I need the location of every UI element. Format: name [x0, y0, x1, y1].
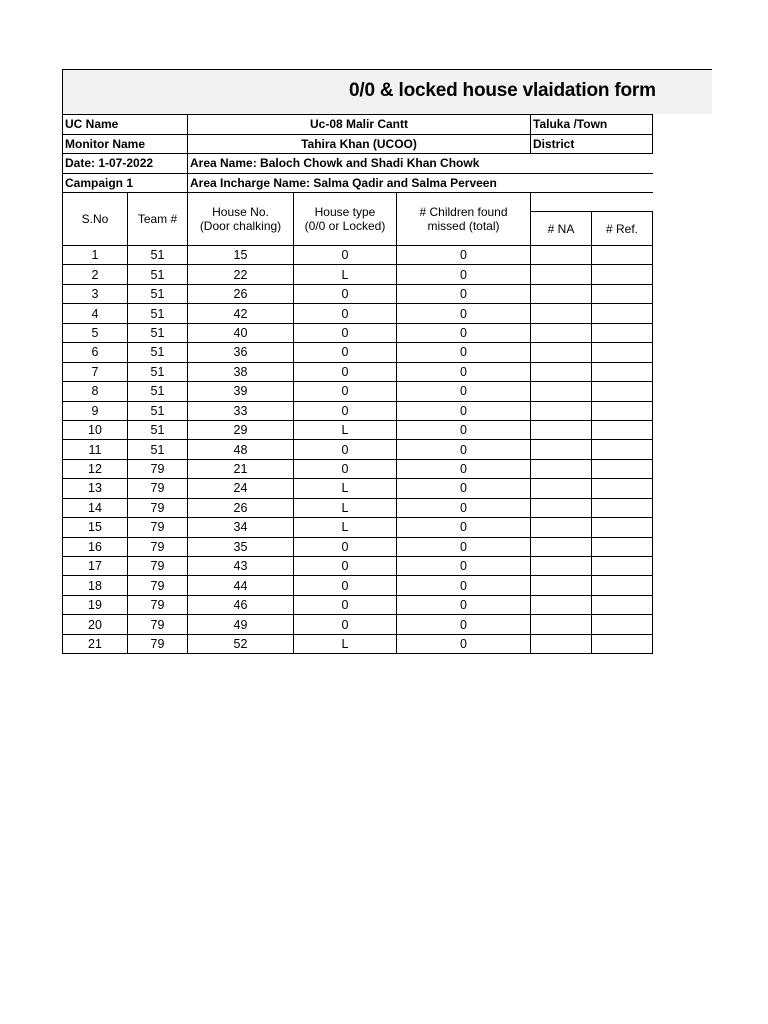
header-house-type — [294, 193, 397, 246]
cell-team[interactable]: 79 — [128, 576, 188, 595]
cell-na[interactable] — [531, 401, 592, 420]
cell-house-type[interactable]: 0 — [294, 284, 397, 303]
uc-value[interactable]: Uc-08 Malir Cantt — [188, 115, 531, 135]
table-row — [63, 382, 653, 401]
cell-house-no[interactable]: 26 — [188, 498, 294, 517]
area-incharge[interactable]: Area Incharge Name: Salma Qadir and Salma Perveen — [188, 173, 653, 193]
table-row — [63, 343, 653, 362]
cell-children[interactable]: 0 — [397, 323, 531, 342]
cell-house-type[interactable]: L — [294, 518, 397, 537]
cell-children[interactable]: 0 — [397, 634, 531, 653]
cell-house-no[interactable]: 40 — [188, 323, 294, 342]
cell-ref[interactable] — [592, 576, 653, 595]
table-row — [63, 304, 653, 323]
table-row — [63, 557, 653, 576]
cell-na[interactable] — [531, 284, 592, 303]
cell-children[interactable]: 0 — [397, 518, 531, 537]
header-children — [397, 193, 531, 246]
cell-team[interactable]: 51 — [128, 323, 188, 342]
cell-sno[interactable]: 16 — [63, 537, 128, 556]
table-row — [63, 362, 653, 381]
cell-sno[interactable]: 10 — [63, 420, 128, 439]
cell-sno[interactable]: 2 — [63, 265, 128, 284]
header-na: # NA — [531, 212, 592, 246]
cell-team[interactable]: 79 — [128, 595, 188, 614]
table-row — [63, 420, 653, 439]
cell-sno[interactable]: 17 — [63, 557, 128, 576]
cell-house-no[interactable]: 46 — [188, 595, 294, 614]
cell-team[interactable]: 79 — [128, 537, 188, 556]
monitor-value[interactable]: Tahira Khan (UCOO) — [188, 134, 531, 154]
cell-house-type[interactable]: 0 — [294, 323, 397, 342]
table-row — [63, 537, 653, 556]
form-info-table — [62, 114, 653, 193]
cell-ref[interactable] — [592, 362, 653, 381]
cell-children[interactable]: 0 — [397, 595, 531, 614]
cell-ref[interactable] — [592, 440, 653, 459]
cell-sno[interactable]: 19 — [63, 595, 128, 614]
cell-house-no[interactable]: 34 — [188, 518, 294, 537]
cell-children[interactable]: 0 — [397, 420, 531, 439]
cell-sno[interactable]: 7 — [63, 362, 128, 381]
cell-children[interactable]: 0 — [397, 343, 531, 362]
cell-house-type[interactable]: L — [294, 634, 397, 653]
cell-team[interactable]: 51 — [128, 420, 188, 439]
cell-house-type[interactable]: 0 — [294, 440, 397, 459]
cell-na[interactable] — [531, 420, 592, 439]
cell-children[interactable]: 0 — [397, 537, 531, 556]
cell-team[interactable]: 51 — [128, 265, 188, 284]
cell-ref[interactable] — [592, 557, 653, 576]
cell-sno[interactable]: 11 — [63, 440, 128, 459]
cell-ref[interactable] — [592, 401, 653, 420]
form-title: 0/0 & locked house vlaidation form — [349, 80, 656, 101]
date-row — [63, 154, 653, 174]
cell-children[interactable]: 0 — [397, 615, 531, 634]
cell-ref[interactable] — [592, 518, 653, 537]
cell-na[interactable] — [531, 576, 592, 595]
cell-na[interactable] — [531, 595, 592, 614]
header-house-type-line2: (0/0 or Locked) — [304, 219, 386, 233]
table-row — [63, 246, 653, 265]
header-team: Team # — [128, 193, 188, 246]
cell-team[interactable]: 51 — [128, 246, 188, 265]
cell-sno[interactable]: 1 — [63, 246, 128, 265]
header-ref: # Ref. — [592, 212, 653, 246]
table-row — [63, 634, 653, 653]
cell-team[interactable]: 51 — [128, 362, 188, 381]
cell-children[interactable]: 0 — [397, 246, 531, 265]
cell-children[interactable]: 0 — [397, 557, 531, 576]
cell-house-type[interactable]: 0 — [294, 459, 397, 478]
cell-na[interactable] — [531, 537, 592, 556]
cell-sno[interactable]: 5 — [63, 323, 128, 342]
cell-house-type[interactable]: 0 — [294, 362, 397, 381]
cell-house-no[interactable]: 49 — [188, 615, 294, 634]
cell-team[interactable]: 79 — [128, 518, 188, 537]
cell-team[interactable]: 79 — [128, 557, 188, 576]
cell-children[interactable]: 0 — [397, 362, 531, 381]
cell-house-no[interactable]: 26 — [188, 284, 294, 303]
cell-ref[interactable] — [592, 459, 653, 478]
cell-team[interactable]: 51 — [128, 284, 188, 303]
cell-team[interactable]: 51 — [128, 343, 188, 362]
table-row — [63, 518, 653, 537]
cell-na[interactable] — [531, 246, 592, 265]
cell-sno[interactable]: 6 — [63, 343, 128, 362]
cell-team[interactable]: 79 — [128, 459, 188, 478]
cell-house-no[interactable]: 33 — [188, 401, 294, 420]
cell-house-no[interactable]: 29 — [188, 420, 294, 439]
header-children-line1: # Children found — [419, 205, 508, 219]
cell-team[interactable]: 79 — [128, 479, 188, 498]
title-bar — [62, 69, 712, 114]
cell-sno[interactable]: 14 — [63, 498, 128, 517]
cell-house-type[interactable]: 0 — [294, 615, 397, 634]
cell-team[interactable]: 51 — [128, 382, 188, 401]
cell-sno[interactable]: 9 — [63, 401, 128, 420]
header-spacer — [531, 193, 653, 212]
cell-ref[interactable] — [592, 634, 653, 653]
cell-na[interactable] — [531, 498, 592, 517]
uc-row — [63, 115, 653, 135]
header-row-1 — [63, 193, 653, 212]
cell-children[interactable]: 0 — [397, 576, 531, 595]
cell-house-type[interactable]: 0 — [294, 576, 397, 595]
table-row — [63, 615, 653, 634]
cell-house-type[interactable]: 0 — [294, 304, 397, 323]
table-row — [63, 459, 653, 478]
cell-house-type[interactable]: 0 — [294, 557, 397, 576]
cell-house-type[interactable]: L — [294, 479, 397, 498]
cell-team[interactable]: 51 — [128, 440, 188, 459]
campaign-row — [63, 173, 653, 193]
cell-house-type[interactable]: L — [294, 265, 397, 284]
cell-house-type[interactable]: 0 — [294, 246, 397, 265]
cell-ref[interactable] — [592, 284, 653, 303]
cell-team[interactable]: 79 — [128, 634, 188, 653]
cell-ref[interactable] — [592, 615, 653, 634]
cell-children[interactable]: 0 — [397, 401, 531, 420]
cell-ref[interactable] — [592, 537, 653, 556]
cell-children[interactable]: 0 — [397, 479, 531, 498]
header-house-no-line1: House No. — [212, 205, 269, 219]
header-children-line2: missed (total) — [427, 219, 500, 233]
uc-label: UC Name — [63, 115, 188, 135]
header-house-type-line1: House type — [314, 205, 376, 219]
cell-team[interactable]: 51 — [128, 401, 188, 420]
cell-ref[interactable] — [592, 479, 653, 498]
cell-house-type[interactable]: 0 — [294, 595, 397, 614]
cell-na[interactable] — [531, 634, 592, 653]
cell-house-no[interactable]: 24 — [188, 479, 294, 498]
cell-house-no[interactable]: 39 — [188, 382, 294, 401]
cell-house-type[interactable]: 0 — [294, 401, 397, 420]
cell-children[interactable]: 0 — [397, 304, 531, 323]
cell-house-type[interactable]: L — [294, 420, 397, 439]
cell-sno[interactable]: 21 — [63, 634, 128, 653]
table-row — [63, 440, 653, 459]
campaign-label[interactable]: Campaign 1 — [63, 173, 188, 193]
cell-ref[interactable] — [592, 304, 653, 323]
cell-house-no[interactable]: 42 — [188, 304, 294, 323]
cell-children[interactable]: 0 — [397, 284, 531, 303]
cell-team[interactable]: 51 — [128, 304, 188, 323]
table-row — [63, 284, 653, 303]
taluka-label[interactable]: Taluka /Town — [531, 115, 653, 135]
cell-na[interactable] — [531, 323, 592, 342]
header-house-no — [188, 193, 294, 246]
cell-house-type[interactable]: 0 — [294, 537, 397, 556]
table-row — [63, 401, 653, 420]
table-row — [63, 595, 653, 614]
cell-sno[interactable]: 4 — [63, 304, 128, 323]
cell-na[interactable] — [531, 615, 592, 634]
cell-na[interactable] — [531, 265, 592, 284]
table-body — [63, 246, 653, 654]
cell-house-type[interactable]: L — [294, 498, 397, 517]
cell-na[interactable] — [531, 440, 592, 459]
cell-children[interactable]: 0 — [397, 459, 531, 478]
monitor-row — [63, 134, 653, 154]
cell-ref[interactable] — [592, 595, 653, 614]
header-sno: S.No — [63, 193, 128, 246]
cell-house-type[interactable]: 0 — [294, 343, 397, 362]
cell-na[interactable] — [531, 382, 592, 401]
cell-ref[interactable] — [592, 498, 653, 517]
cell-sno[interactable]: 13 — [63, 479, 128, 498]
cell-house-type[interactable]: 0 — [294, 382, 397, 401]
cell-sno[interactable]: 8 — [63, 382, 128, 401]
data-table — [62, 192, 653, 654]
cell-sno[interactable]: 20 — [63, 615, 128, 634]
cell-children[interactable]: 0 — [397, 382, 531, 401]
cell-sno[interactable]: 3 — [63, 284, 128, 303]
cell-children[interactable]: 0 — [397, 440, 531, 459]
cell-ref[interactable] — [592, 265, 653, 284]
table-row — [63, 323, 653, 342]
cell-na[interactable] — [531, 557, 592, 576]
table-row — [63, 265, 653, 284]
cell-na[interactable] — [531, 479, 592, 498]
cell-house-no[interactable]: 35 — [188, 537, 294, 556]
cell-children[interactable]: 0 — [397, 265, 531, 284]
cell-ref[interactable] — [592, 323, 653, 342]
cell-house-no[interactable]: 38 — [188, 362, 294, 381]
cell-sno[interactable]: 12 — [63, 459, 128, 478]
cell-team[interactable]: 79 — [128, 498, 188, 517]
table-row — [63, 479, 653, 498]
cell-house-no[interactable]: 36 — [188, 343, 294, 362]
cell-sno[interactable]: 15 — [63, 518, 128, 537]
area-name[interactable]: Area Name: Baloch Chowk and Shadi Khan Chowk — [188, 154, 653, 174]
cell-na[interactable] — [531, 304, 592, 323]
district-label[interactable]: District — [531, 134, 653, 154]
table-row — [63, 498, 653, 517]
cell-house-no[interactable]: 21 — [188, 459, 294, 478]
cell-ref[interactable] — [592, 246, 653, 265]
cell-house-no[interactable]: 43 — [188, 557, 294, 576]
cell-na[interactable] — [531, 518, 592, 537]
table-row — [63, 576, 653, 595]
cell-house-no[interactable]: 22 — [188, 265, 294, 284]
cell-sno[interactable]: 18 — [63, 576, 128, 595]
cell-na[interactable] — [531, 459, 592, 478]
cell-na[interactable] — [531, 362, 592, 381]
cell-house-no[interactable]: 15 — [188, 246, 294, 265]
header-house-no-line2: (Door chalking) — [199, 219, 282, 233]
cell-house-no[interactable]: 52 — [188, 634, 294, 653]
monitor-label: Monitor Name — [63, 134, 188, 154]
cell-ref[interactable] — [592, 382, 653, 401]
cell-house-no[interactable]: 44 — [188, 576, 294, 595]
cell-ref[interactable] — [592, 420, 653, 439]
cell-na[interactable] — [531, 343, 592, 362]
cell-ref[interactable] — [592, 343, 653, 362]
cell-team[interactable]: 79 — [128, 615, 188, 634]
cell-children[interactable]: 0 — [397, 498, 531, 517]
date-label[interactable]: Date: 1-07-2022 — [63, 154, 188, 174]
cell-house-no[interactable]: 48 — [188, 440, 294, 459]
